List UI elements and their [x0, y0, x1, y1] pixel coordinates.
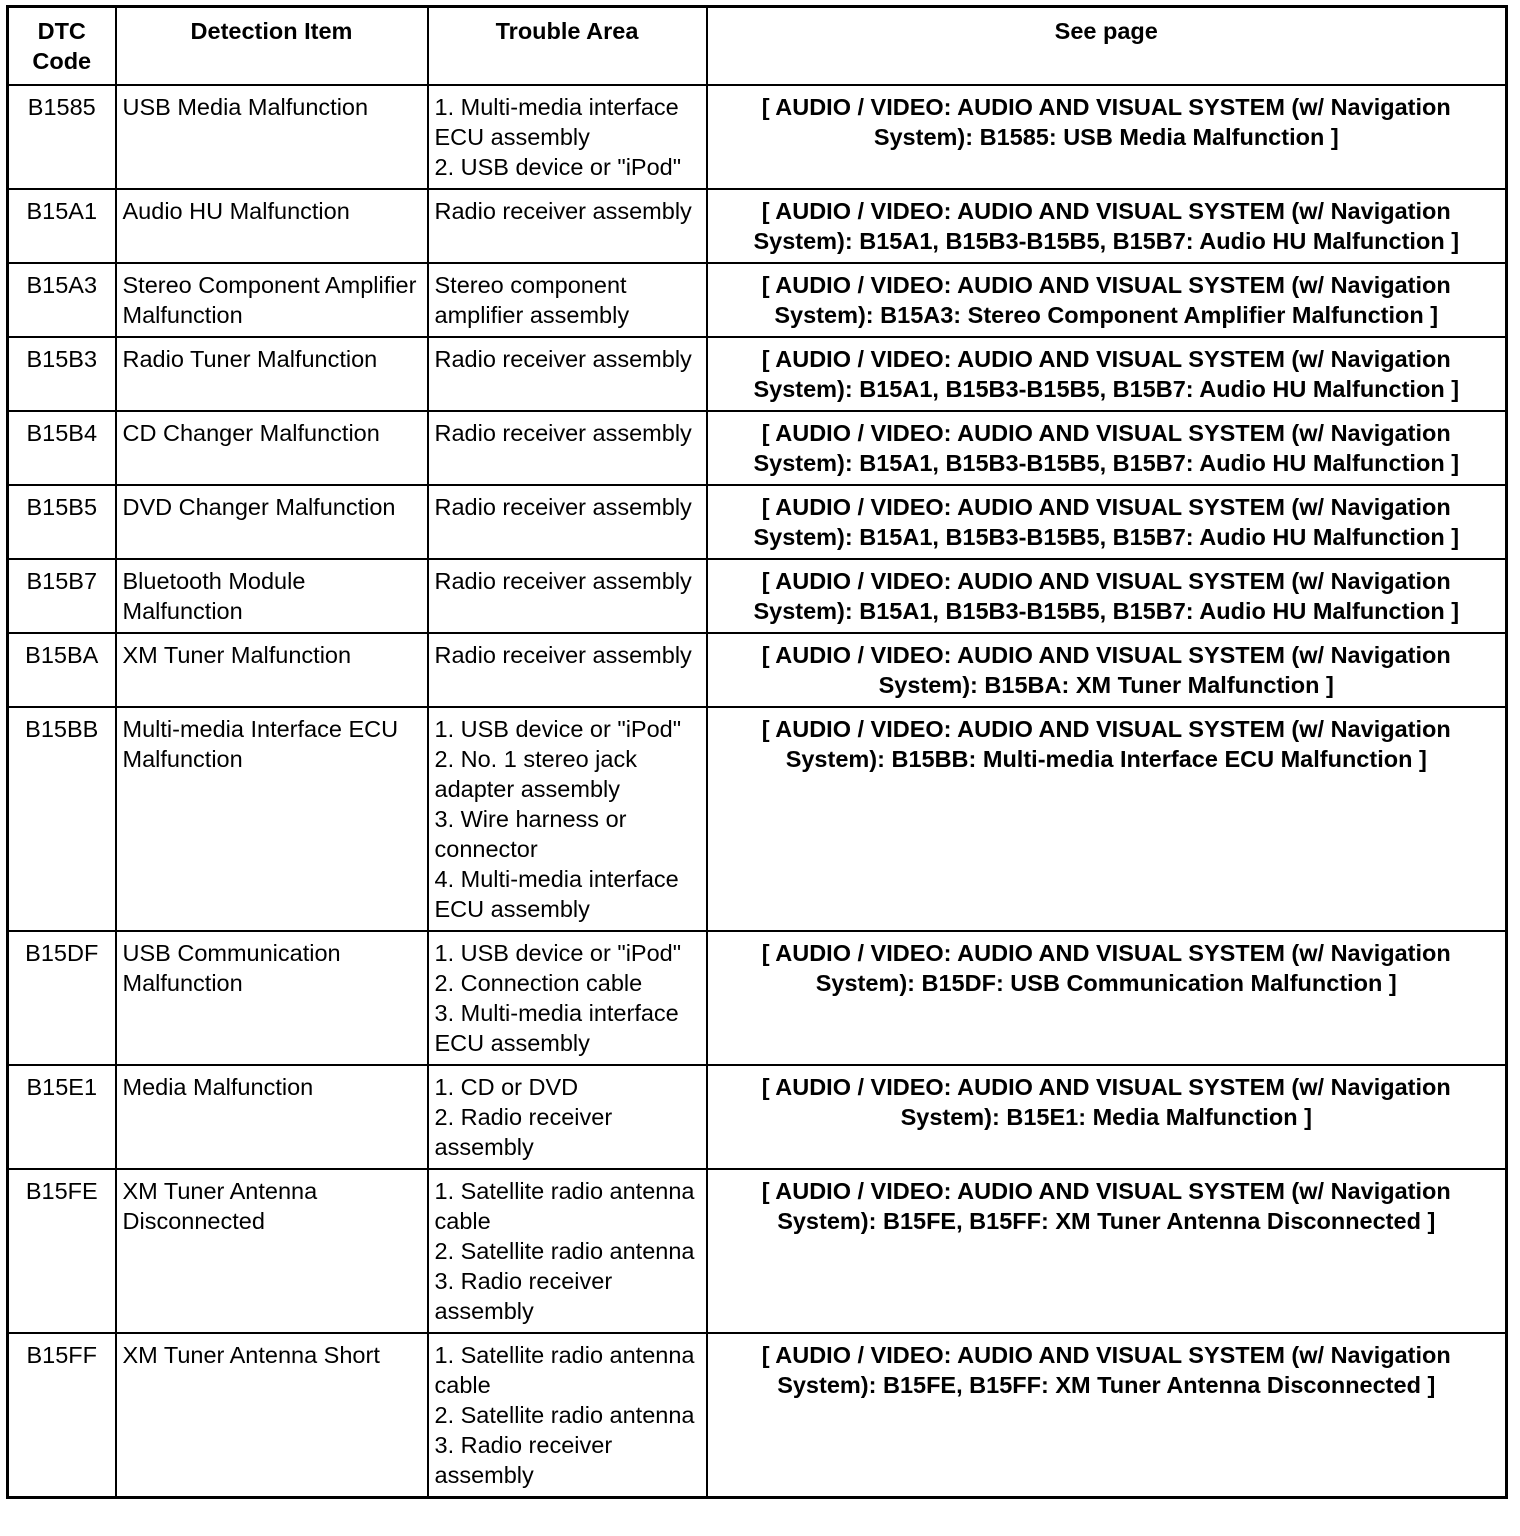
see-page-link[interactable]: [ AUDIO / VIDEO: AUDIO AND VISUAL SYSTEM (w/ Navigation System): B15A3: Stereo Component Amplifier Malfunction ] — [707, 263, 1507, 337]
detection-item-cell: Stereo Component Amplifier Malfunction — [116, 263, 428, 337]
see-page-link[interactable]: [ AUDIO / VIDEO: AUDIO AND VISUAL SYSTEM (w/ Navigation System): B15DF: USB Communication Malfunction ] — [707, 931, 1507, 1065]
see-page-link[interactable]: [ AUDIO / VIDEO: AUDIO AND VISUAL SYSTEM (w/ Navigation System): B15E1: Media Malfunction ] — [707, 1065, 1507, 1169]
table-row — [8, 1333, 1507, 1498]
see-page-link[interactable]: [ AUDIO / VIDEO: AUDIO AND VISUAL SYSTEM (w/ Navigation System): B15A1, B15B3-B15B5, B15B7: Audio HU Malfunction ] — [707, 337, 1507, 411]
detection-item-cell: CD Changer Malfunction — [116, 411, 428, 485]
trouble-area-line: 2. Connection cable — [434, 970, 643, 996]
see-page-link[interactable]: [ AUDIO / VIDEO: AUDIO AND VISUAL SYSTEM (w/ Navigation System): B15BB: Multi-media Interface ECU Malfunction ] — [707, 707, 1507, 931]
trouble-area-line: 1. CD or DVD — [434, 1074, 579, 1100]
detection-item-cell: USB Media Malfunction — [116, 85, 428, 189]
trouble-area-line: 1. USB device or "iPod" — [434, 716, 682, 742]
detection-item-cell: XM Tuner Malfunction — [116, 633, 428, 707]
detection-item-cell: DVD Changer Malfunction — [116, 485, 428, 559]
trouble-area-line: 3. Multi-media interface ECU assembly — [434, 1000, 679, 1056]
table-row — [8, 707, 1507, 931]
dtc-code-cell: B1585 — [8, 85, 116, 189]
trouble-area-line: 1. Satellite radio antenna cable — [434, 1178, 695, 1234]
dtc-code-cell: B15FE — [8, 1169, 116, 1333]
dtc-code-cell: B15B5 — [8, 485, 116, 559]
trouble-area-line: 1. USB device or "iPod" — [434, 940, 682, 966]
header-see-page: See page — [707, 7, 1507, 86]
trouble-area-line: 3. Wire harness or connector — [434, 806, 627, 862]
dtc-code-cell: B15A3 — [8, 263, 116, 337]
see-page-link[interactable]: [ AUDIO / VIDEO: AUDIO AND VISUAL SYSTEM (w/ Navigation System): B15FE, B15FF: XM Tuner Antenna Disconnected ] — [707, 1333, 1507, 1498]
table-body — [8, 85, 1507, 1498]
table-row — [8, 189, 1507, 263]
detection-item-cell: Media Malfunction — [116, 1065, 428, 1169]
detection-item-cell: Radio Tuner Malfunction — [116, 337, 428, 411]
see-page-link[interactable]: [ AUDIO / VIDEO: AUDIO AND VISUAL SYSTEM (w/ Navigation System): B15A1, B15B3-B15B5, B15B7: Audio HU Malfunction ] — [707, 485, 1507, 559]
trouble-area-line: 3. Radio receiver assembly — [434, 1432, 613, 1488]
trouble-area-cell — [428, 337, 707, 411]
trouble-area-cell — [428, 1333, 707, 1498]
trouble-area-cell — [428, 85, 707, 189]
trouble-area-line: Radio receiver assembly — [434, 494, 692, 520]
trouble-area-cell — [428, 707, 707, 931]
trouble-area-cell — [428, 411, 707, 485]
header-dtc-code-line: Code — [32, 48, 92, 74]
trouble-area-line: Radio receiver assembly — [434, 346, 692, 372]
trouble-area-line: 3. Radio receiver assembly — [434, 1268, 613, 1324]
trouble-area-line: Radio receiver assembly — [434, 198, 692, 224]
dtc-code-cell: B15BB — [8, 707, 116, 931]
dtc-code-cell: B15B7 — [8, 559, 116, 633]
detection-item-cell: XM Tuner Antenna Disconnected — [116, 1169, 428, 1333]
detection-item-cell: Bluetooth Module Malfunction — [116, 559, 428, 633]
trouble-area-cell — [428, 1169, 707, 1333]
table-row — [8, 85, 1507, 189]
trouble-area-cell — [428, 931, 707, 1065]
table-row — [8, 337, 1507, 411]
trouble-area-cell — [428, 559, 707, 633]
detection-item-cell: XM Tuner Antenna Short — [116, 1333, 428, 1498]
table-row — [8, 263, 1507, 337]
dtc-code-cell: B15E1 — [8, 1065, 116, 1169]
trouble-area-cell — [428, 1065, 707, 1169]
table-row — [8, 411, 1507, 485]
trouble-area-line: Radio receiver assembly — [434, 642, 692, 668]
detection-item-cell: Multi-media Interface ECU Malfunction — [116, 707, 428, 931]
dtc-code-cell: B15DF — [8, 931, 116, 1065]
see-page-link[interactable]: [ AUDIO / VIDEO: AUDIO AND VISUAL SYSTEM (w/ Navigation System): B15A1, B15B3-B15B5, B15B7: Audio HU Malfunction ] — [707, 411, 1507, 485]
see-page-link[interactable]: [ AUDIO / VIDEO: AUDIO AND VISUAL SYSTEM (w/ Navigation System): B15A1, B15B3-B15B5, B15B7: Audio HU Malfunction ] — [707, 189, 1507, 263]
trouble-area-line: Radio receiver assembly — [434, 420, 692, 446]
table-row — [8, 633, 1507, 707]
header-dtc-code — [8, 7, 116, 86]
trouble-area-cell — [428, 485, 707, 559]
table-row — [8, 485, 1507, 559]
dtc-code-cell: B15B4 — [8, 411, 116, 485]
table-row — [8, 1065, 1507, 1169]
detection-item-cell: USB Communication Malfunction — [116, 931, 428, 1065]
see-page-link[interactable]: [ AUDIO / VIDEO: AUDIO AND VISUAL SYSTEM (w/ Navigation System): B1585: USB Media Malfunction ] — [707, 85, 1507, 189]
trouble-area-line: 1. Multi-media interface ECU assembly — [434, 94, 679, 150]
trouble-area-line: Radio receiver assembly — [434, 568, 692, 594]
see-page-link[interactable]: [ AUDIO / VIDEO: AUDIO AND VISUAL SYSTEM (w/ Navigation System): B15FE, B15FF: XM Tuner Antenna Disconnected ] — [707, 1169, 1507, 1333]
trouble-area-line: Stereo component amplifier assembly — [434, 272, 630, 328]
header-detection-item: Detection Item — [116, 7, 428, 86]
header-dtc-code-line: DTC — [37, 18, 86, 44]
trouble-area-line: 4. Multi-media interface ECU assembly — [434, 866, 679, 922]
header-trouble-area: Trouble Area — [428, 7, 707, 86]
dtc-table — [6, 5, 1508, 1499]
trouble-area-cell — [428, 633, 707, 707]
trouble-area-line: 2. Satellite radio antenna — [434, 1402, 695, 1428]
trouble-area-line: 2. Satellite radio antenna — [434, 1238, 695, 1264]
see-page-link[interactable]: [ AUDIO / VIDEO: AUDIO AND VISUAL SYSTEM (w/ Navigation System): B15BA: XM Tuner Malfunction ] — [707, 633, 1507, 707]
see-page-link[interactable]: [ AUDIO / VIDEO: AUDIO AND VISUAL SYSTEM (w/ Navigation System): B15A1, B15B3-B15B5, B15B7: Audio HU Malfunction ] — [707, 559, 1507, 633]
dtc-code-cell: B15B3 — [8, 337, 116, 411]
detection-item-cell: Audio HU Malfunction — [116, 189, 428, 263]
trouble-area-line: 2. No. 1 stereo jack adapter assembly — [434, 746, 637, 802]
trouble-area-cell — [428, 189, 707, 263]
table-row — [8, 931, 1507, 1065]
dtc-code-cell: B15BA — [8, 633, 116, 707]
trouble-area-line: 2. USB device or "iPod" — [434, 154, 682, 180]
trouble-area-line: 2. Radio receiver assembly — [434, 1104, 613, 1160]
trouble-area-line: 1. Satellite radio antenna cable — [434, 1342, 695, 1398]
dtc-code-cell: B15A1 — [8, 189, 116, 263]
header-row — [8, 7, 1507, 86]
trouble-area-cell — [428, 263, 707, 337]
table-row — [8, 559, 1507, 633]
table-row — [8, 1169, 1507, 1333]
dtc-code-cell: B15FF — [8, 1333, 116, 1498]
